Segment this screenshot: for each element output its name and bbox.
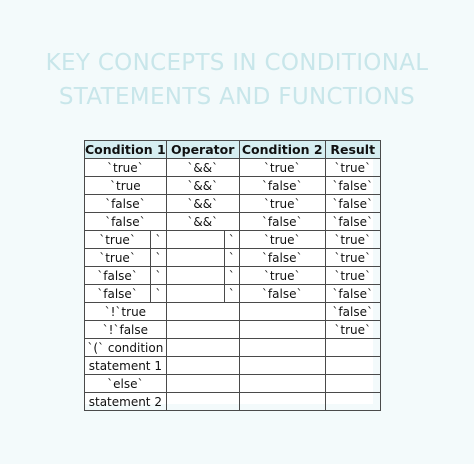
cell-operator-split[interactable]: ` — [224, 285, 239, 303]
cell-condition-2[interactable] — [239, 303, 325, 321]
cell-condition-1[interactable]: `false` — [85, 267, 151, 285]
cell-condition-2[interactable] — [239, 321, 325, 339]
cell-operator[interactable]: `&&` — [166, 177, 239, 195]
cell-result[interactable]: `true` — [325, 159, 380, 177]
cell-condition-1-split[interactable]: ` — [151, 267, 167, 285]
cell-condition-2[interactable]: `false` — [239, 249, 325, 267]
cell-operator[interactable] — [166, 303, 239, 321]
cell-condition-2[interactable]: `true` — [239, 231, 325, 249]
cell-condition-2[interactable]: `false` — [239, 213, 325, 231]
cell-operator-split[interactable]: ` — [224, 249, 239, 267]
cell-operator[interactable]: `&&` — [166, 213, 239, 231]
table-row — [85, 195, 381, 213]
cell-operator[interactable] — [166, 285, 224, 303]
cell-condition-1[interactable]: statement 2 — [85, 393, 167, 411]
cell-condition-1-split[interactable]: ` — [151, 249, 167, 267]
cell-operator[interactable]: `&&` — [166, 195, 239, 213]
cell-condition-1[interactable]: statement 1 — [85, 357, 167, 375]
cell-operator[interactable] — [166, 357, 239, 375]
cell-result[interactable]: `false` — [325, 213, 380, 231]
cell-result[interactable] — [325, 339, 380, 357]
table-row — [85, 321, 381, 339]
cell-condition-2[interactable] — [239, 375, 325, 393]
title-line-1: KEY CONCEPTS IN CONDITIONAL — [45, 50, 429, 76]
cell-condition-1[interactable]: `!`false — [85, 321, 167, 339]
table-row — [85, 357, 381, 375]
cell-operator[interactable] — [166, 231, 224, 249]
cell-condition-1[interactable]: `true` — [85, 249, 151, 267]
table-row — [85, 267, 381, 285]
cell-condition-2[interactable]: `true` — [239, 267, 325, 285]
cell-condition-2[interactable] — [239, 339, 325, 357]
cell-condition-1[interactable]: `true — [85, 177, 167, 195]
cell-condition-1-split[interactable]: ` — [151, 285, 167, 303]
header-operator[interactable]: Operator — [166, 141, 239, 159]
cell-result[interactable]: `true` — [325, 231, 380, 249]
cell-operator[interactable] — [166, 249, 224, 267]
cell-condition-1[interactable]: `false` — [85, 213, 167, 231]
cell-operator[interactable] — [166, 321, 239, 339]
header-condition-2[interactable]: Condition 2 — [239, 141, 325, 159]
header-result[interactable]: Result — [325, 141, 380, 159]
cell-condition-2[interactable] — [239, 393, 325, 411]
cell-condition-2[interactable]: `true` — [239, 195, 325, 213]
table-row — [85, 303, 381, 321]
cell-condition-2[interactable]: `false` — [239, 285, 325, 303]
title-line-2: STATEMENTS AND FUNCTIONS — [58, 84, 416, 110]
cell-operator[interactable] — [166, 339, 239, 357]
cell-condition-1-split[interactable]: ` — [151, 231, 167, 249]
table-row — [85, 249, 381, 267]
cell-operator-split[interactable]: ` — [224, 267, 239, 285]
table-row — [85, 177, 381, 195]
cell-result[interactable]: `false` — [325, 285, 380, 303]
cell-result[interactable] — [325, 375, 380, 393]
cell-operator[interactable]: `&&` — [166, 159, 239, 177]
cell-result[interactable]: `true` — [325, 249, 380, 267]
table-row — [85, 393, 381, 411]
cell-condition-2[interactable] — [239, 357, 325, 375]
table-row — [85, 285, 381, 303]
cell-operator-split[interactable]: ` — [224, 231, 239, 249]
table-row — [85, 339, 381, 357]
cell-condition-1[interactable]: `false` — [85, 195, 167, 213]
cell-operator[interactable] — [166, 267, 224, 285]
cell-condition-1[interactable]: `true` — [85, 159, 167, 177]
cell-operator[interactable] — [166, 393, 239, 411]
header-row — [85, 141, 381, 159]
table-row — [85, 213, 381, 231]
cell-condition-2[interactable]: `false` — [239, 177, 325, 195]
concepts-table — [84, 140, 381, 411]
header-condition-1[interactable]: Condition 1 — [85, 141, 166, 157]
cell-operator[interactable] — [166, 375, 239, 393]
table-row — [85, 231, 381, 249]
cell-condition-1[interactable]: `true` — [85, 231, 151, 249]
cell-condition-1[interactable]: `(` condition — [85, 339, 167, 357]
table-row — [85, 375, 381, 393]
cell-result[interactable]: `true` — [325, 321, 380, 339]
cell-condition-1[interactable]: `else` — [85, 375, 167, 393]
cell-result[interactable] — [325, 357, 380, 375]
cell-result[interactable] — [325, 393, 380, 411]
table-row — [85, 159, 381, 177]
cell-result[interactable]: `false` — [325, 177, 380, 195]
page-title — [0, 46, 474, 114]
cell-condition-2[interactable]: `true` — [239, 159, 325, 177]
cell-result[interactable]: `true` — [325, 267, 380, 285]
cell-condition-1[interactable]: `false` — [85, 285, 151, 303]
cell-result[interactable]: `false` — [325, 195, 380, 213]
cell-result[interactable]: `false` — [325, 303, 380, 321]
cell-condition-1[interactable]: `!`true — [85, 303, 167, 321]
